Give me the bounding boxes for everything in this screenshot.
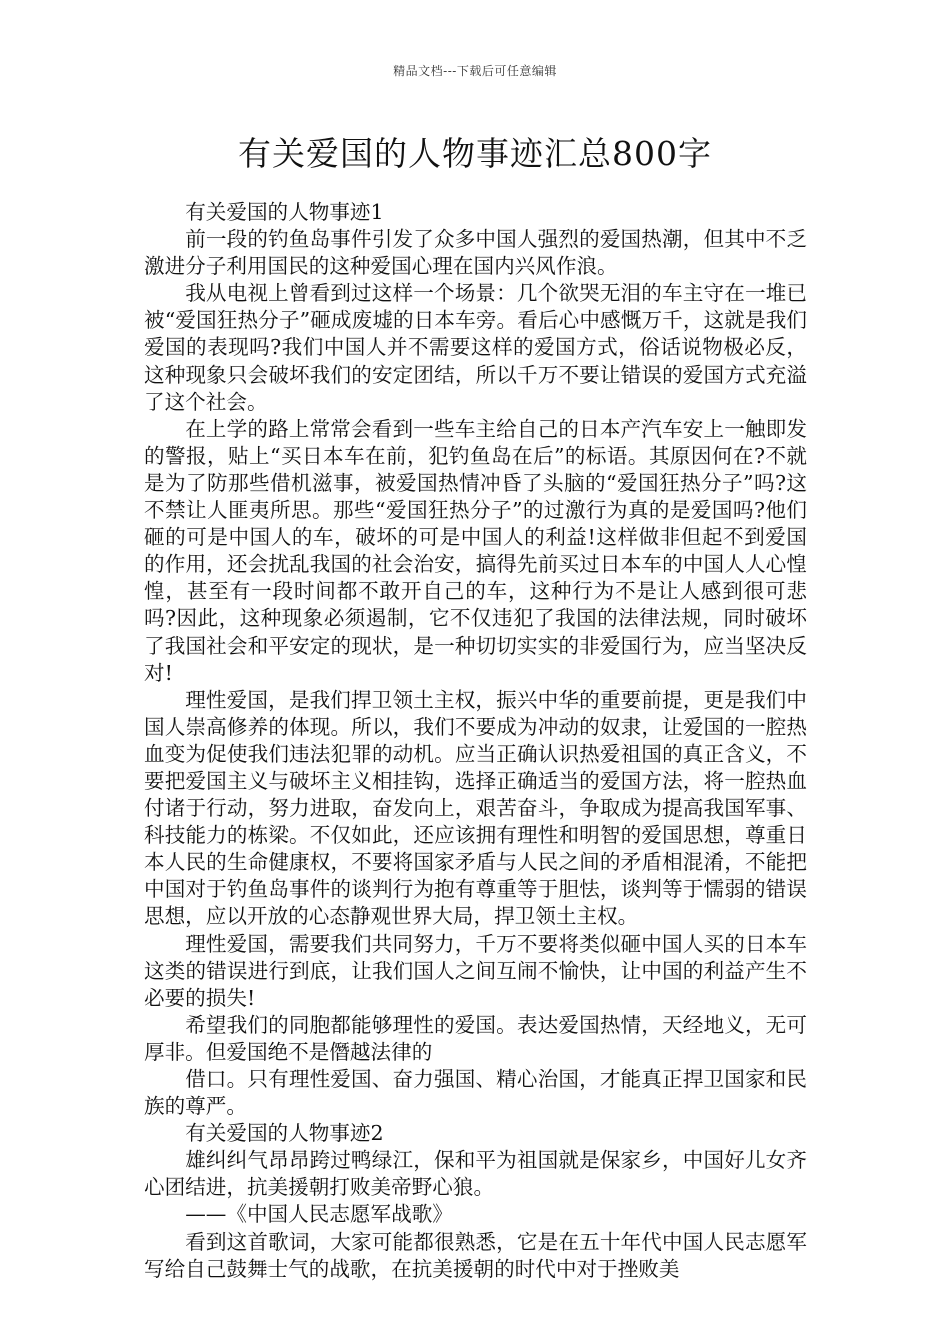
section-heading: 有关爱国的人物事迹1 bbox=[185, 200, 384, 224]
document-body bbox=[144, 199, 807, 1283]
section-heading: 有关爱国的人物事迹2 bbox=[185, 1121, 384, 1146]
paragraph: 在上学的路上常常会看到一些车主给自己的日本产汽车安上一触即发的警报，贴上“买日本车在前，犯钓鱼岛在后”的标语。其原因何在?不就是为了防那些借机滋事，被爱国热情冲昏了头脑的“爱国狂热分子”吗?这不禁让人匪夷所思。那些“爱国狂热分子”的过激行为真的是爱国吗?他们砸的可是中国人的车，破坏的可是中国人的利益!这样做非但起不到爱国的作用，还会扰乱我国的社会治安，搞得先前买过日本车的中国人人心惶惶，甚至有一段时间都不敢开自己的车，这种行为不是让人感到很可悲吗?因此，这种现象必须遏制，它不仅违犯了我国的法律法规，同时破坏了我国社会和平安定的现状，是一种切切实实的非爱国行为，应当坚决反对! bbox=[144, 416, 807, 685]
paragraph: 理性爱国，是我们捍卫领土主权，振兴中华的重要前提，更是我们中国人崇高修养的体现。所以，我们不要成为冲动的奴隶，让爱国的一腔热血变为促使我们违法犯罪的动机。应当正确认识热爱祖国的真正含义，不要把爱国主义与破坏主义相挂钩，选择正确适当的爱国方法，将一腔热血付诸于行动，努力进取，奋发向上，艰苦奋斗，争取成为提高我国军事、科技能力的栋梁。不仅如此，还应该拥有理性和明智的爱国思想，尊重日本人民的生命健康权，不要将国家矛盾与人民之间的矛盾相混淆，不能把中国对于钓鱼岛事件的谈判行为抱有尊重等于胆怯，谈判等于懦弱的错误思想，应以开放的心态静观世界大局，捍卫领土主权。 bbox=[144, 687, 807, 929]
paragraph: 雄纠纠气昂昂跨过鸭绿江，保和平为祖国就是保家乡，中国好儿女齐心团结进，抗美援朝打败美帝野心狼。 bbox=[144, 1148, 807, 1200]
page-header: 精品文档---下载后可任意编辑 bbox=[393, 64, 557, 78]
paragraph: 看到这首歌词，大家可能都很熟悉，它是在五十年代中国人民志愿军写给自己鼓舞士气的战歌，在抗美援朝的时代中对于挫败美 bbox=[144, 1229, 807, 1281]
quote-source: ——《中国人民志愿军战歌》 bbox=[185, 1202, 453, 1227]
paragraph: 前一段的钓鱼岛事件引发了众多中国人强烈的爱国热潮，但其中不乏激进分子利用国民的这种爱国心理在国内兴风作浪。 bbox=[144, 227, 807, 279]
paragraph: 理性爱国，需要我们共同努力，千万不要将类似砸中国人买的日本车这类的错误进行到底，让我们国人之间互闹不愉快，让中国的利益产生不必要的损失! bbox=[144, 931, 807, 1010]
paragraph: 希望我们的同胞都能够理性的爱国。表达爱国热情，天经地义，无可厚非。但爱国绝不是僭越法律的 bbox=[144, 1012, 807, 1064]
document-title: 有关爱国的人物事迹汇总800字 bbox=[238, 134, 712, 173]
paragraph: 我从电视上曾看到过这样一个场景：几个欲哭无泪的车主守在一堆已被“爱国狂热分子”砸成废墟的日本车旁。看后心中感慨万千，这就是我们爱国的表现吗?我们中国人并不需要这样的爱国方式，俗话说物极必反，这种现象只会破坏我们的安定团结，所以千万不要让错误的爱国方式充溢了这个社会。 bbox=[144, 281, 807, 414]
paragraph: 借口。只有理性爱国、奋力强国、精心治国，才能真正捍卫国家和民族的尊严。 bbox=[144, 1067, 807, 1119]
